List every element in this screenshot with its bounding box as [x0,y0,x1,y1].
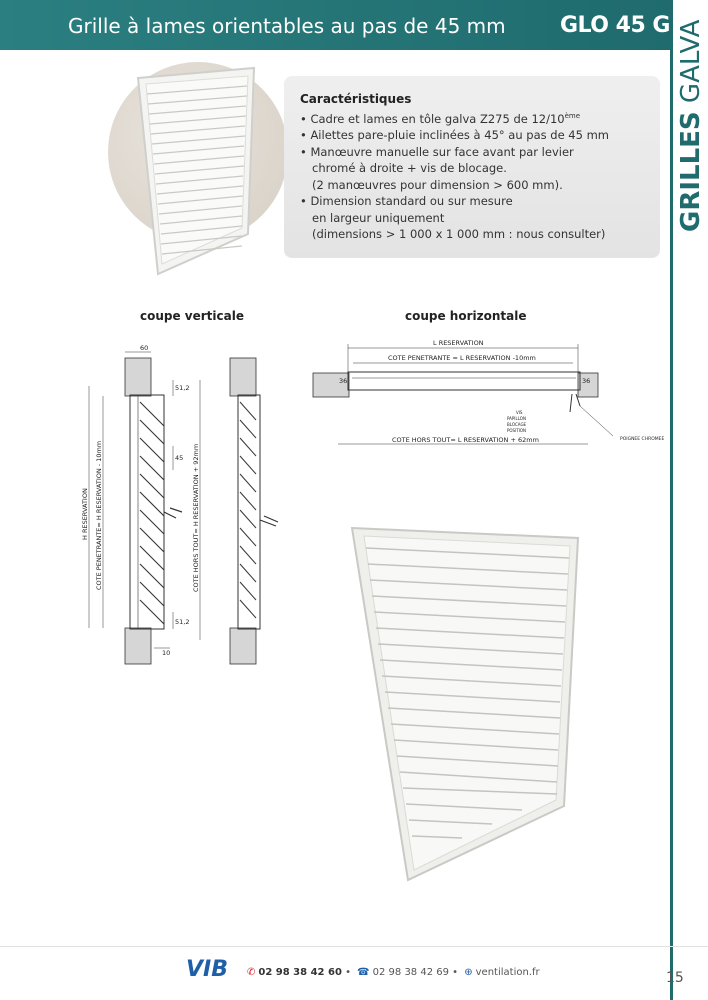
fax-icon: ☎ [357,967,370,978]
vertical-section-diagram [80,340,280,670]
website-link[interactable]: ventilation.fr [475,967,540,978]
dim-h-cote-hors-tout: COTE HORS TOUT= L RESERVATION + 62mm [392,436,539,444]
feature-line [300,108,646,127]
vis-label-4: POSITION [507,428,527,433]
dim-45: 45 [175,454,184,462]
dim-60: 60 [140,344,149,352]
grille-illustration-small [108,62,278,282]
page-title: Grille à lames orientables au pas de 45 mm [68,14,506,38]
feature-line: chromé à droite + vis de blocage. [312,161,507,176]
fax-number: 02 98 38 42 69 [372,967,449,978]
product-code: GLO 45 G [560,13,670,38]
feature-text: • Cadre et lames en tôle galva Z275 de 12/10 [300,111,565,126]
feature-line: (dimensions > 1 000 x 1 000 mm : nous consulter) [312,227,606,242]
lever [164,508,182,518]
feature-line: • Ailettes pare-pluie inclinées à 45° au pas de 45 mm [300,128,610,143]
blades [140,402,164,624]
vis-label-2: PAPILLON [507,416,526,421]
footer-divider [0,946,708,947]
dim-h-reservation: H RESERVATION [81,488,89,540]
web-icon: ⊕ [464,967,473,978]
category-label-bold: GRILLES [676,111,706,232]
features-box [284,76,660,258]
poignee-label: POIGNEE CHROMEE [620,437,665,442]
dim-51-bottom: 51,2 [175,618,190,626]
feature-line: • Manœuvre manuelle sur face avant par levier [300,144,574,159]
phone-number: 02 98 38 42 60 [258,967,342,978]
brand-logo: VIB [186,957,228,982]
category-label-light: GALVA [676,19,706,104]
side-band-divider [670,0,673,1000]
dim-51-top: 51,2 [175,384,190,392]
dim-l-reservation: L RESERVATION [433,339,484,347]
feature-line: • Dimension standard ou sur mesure [300,194,513,209]
page-number: 15 [666,970,684,986]
feature-line: en largeur uniquement [312,210,445,225]
product-photo-large [342,524,590,886]
feature-superscript: ème [564,112,581,120]
features-heading: Caractéristiques [300,92,412,106]
horizontal-section-label: coupe horizontale [405,309,527,323]
product-photo-small [108,62,278,282]
header-bar [0,0,670,50]
frame-horizontal [348,372,580,390]
vis-label-3: BLOCAGE [507,422,527,427]
category-label [675,2,707,232]
footer-contacts: ✆ 02 98 38 42 60 • ☎ 02 98 38 42 69 • ⊕ ventilation.fr [247,967,540,978]
feature-line: (2 manœuvres pour dimension > 600 mm). [312,177,563,192]
dim-36-right: 36 [582,377,591,385]
dim-cote-hors-tout: COTE HORS TOUT= H RESERVATION + 92mm [192,443,200,592]
dim-h-cote-penetrante: COTE PENETRANTE = L RESERVATION -10mm [388,354,536,362]
dim-36-left: 36 [339,377,348,385]
dim-10: 10 [162,649,171,657]
phone-icon: ✆ [247,967,256,978]
frame [130,395,164,629]
horizontal-section-diagram [308,336,698,446]
wall-bottom [125,628,151,664]
dim-cote-penetrante: COTE PENETRANTE= H RESERVATION - 10mm [95,440,103,590]
vertical-section-label: coupe verticale [140,309,244,323]
wall-top [125,358,151,396]
vis-label-1: VIS [516,410,523,415]
